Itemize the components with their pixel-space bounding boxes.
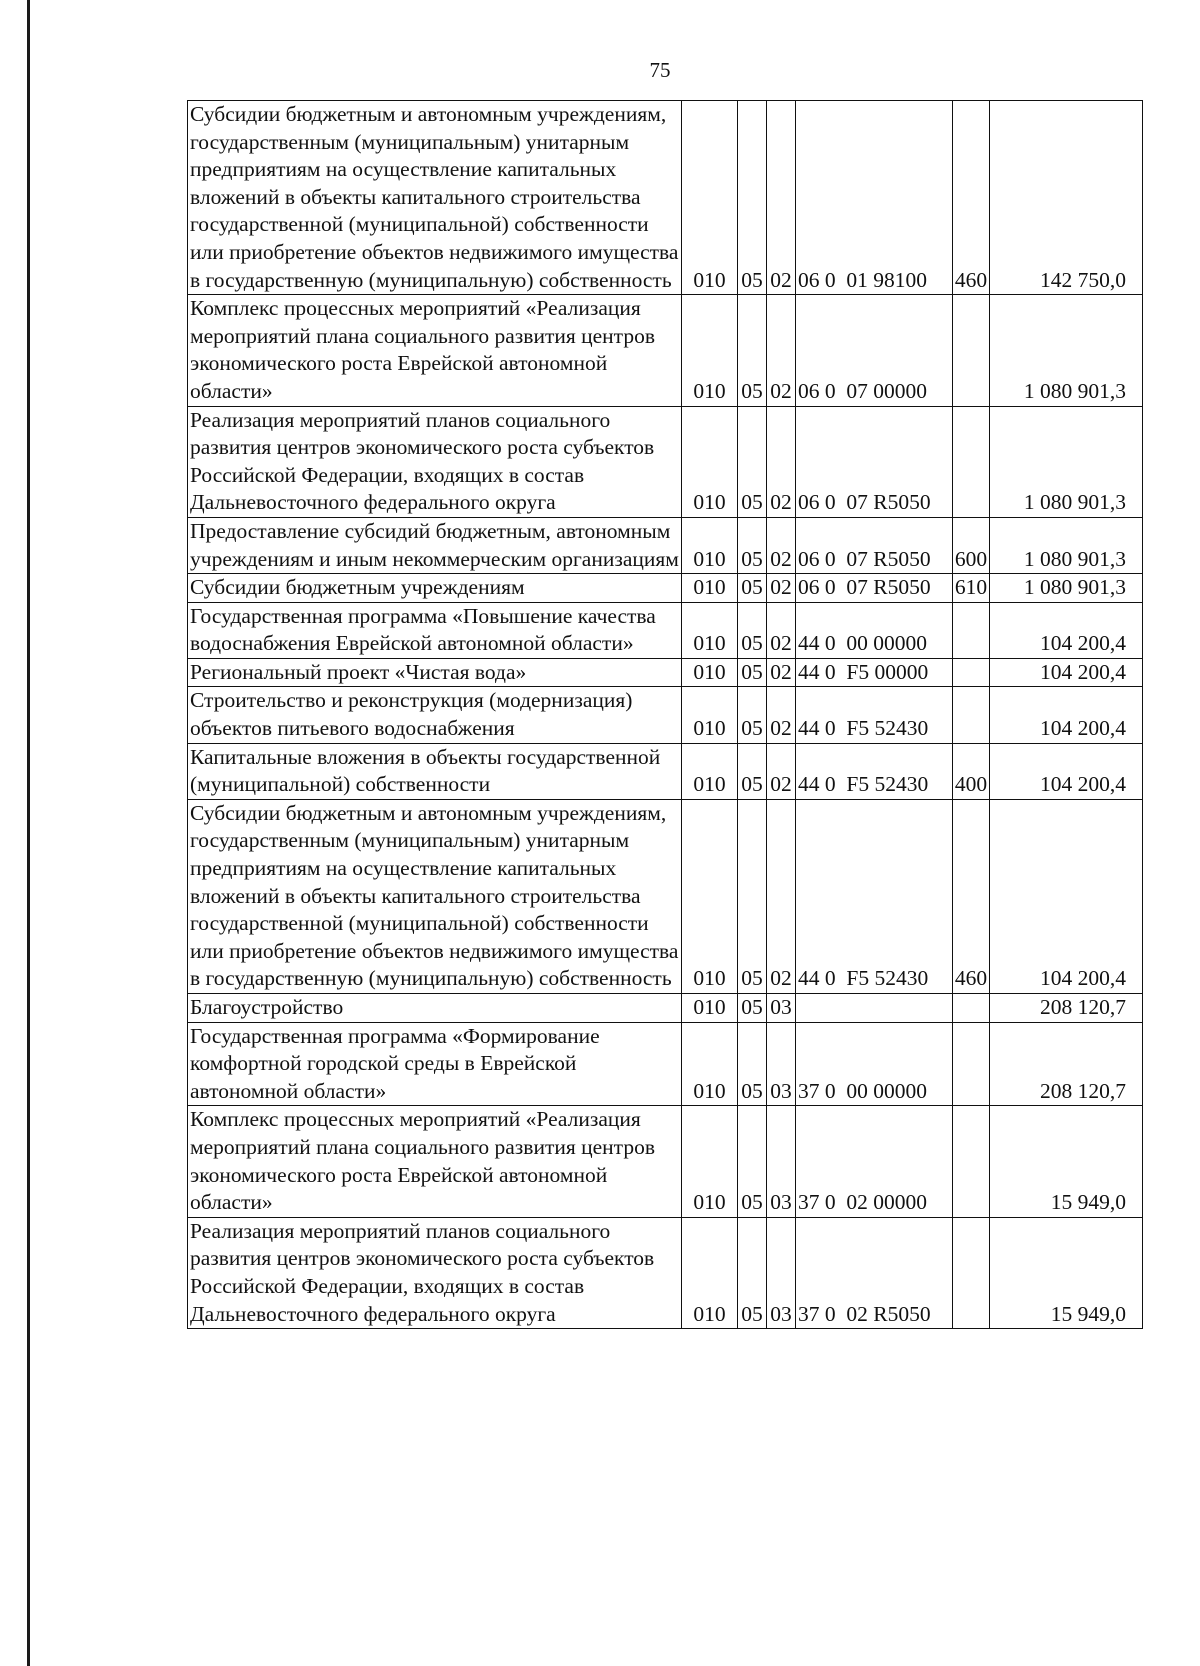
section-code-cell: 05 bbox=[738, 994, 767, 1023]
section-code-cell: 05 bbox=[738, 1022, 767, 1106]
item-name-cell: Реализация мероприятий планов социального развития центров экономического роста субъектов Российской Федерации, входящих в состав Дальневосточного федерального округа bbox=[188, 1217, 682, 1328]
section-code-cell: 05 bbox=[738, 799, 767, 993]
subsection-code-cell: 03 bbox=[767, 1022, 796, 1106]
table-row bbox=[188, 295, 1143, 406]
target-item-code-cell: 44 0 F5 52430 bbox=[796, 687, 953, 743]
expense-type-code-cell bbox=[953, 1106, 990, 1217]
target-item-code-cell bbox=[796, 994, 953, 1023]
table-row bbox=[188, 574, 1143, 603]
target-item-code-cell: 37 0 02 R5050 bbox=[796, 1217, 953, 1328]
grbs-code-cell: 010 bbox=[682, 602, 738, 658]
item-name-cell: Реализация мероприятий планов социального развития центров экономического роста субъектов Российской Федерации, входящих в состав Дальневосточного федерального округа bbox=[188, 406, 682, 517]
subsection-code-cell: 02 bbox=[767, 295, 796, 406]
target-item-code-cell: 06 0 07 R5050 bbox=[796, 406, 953, 517]
page-number: 75 bbox=[649, 58, 671, 82]
target-item-code-cell: 44 0 F5 52430 bbox=[796, 799, 953, 993]
expense-type-code-cell bbox=[953, 406, 990, 517]
amount-cell: 142 750,0 bbox=[990, 101, 1143, 295]
amount-cell: 104 200,4 bbox=[990, 602, 1143, 658]
table-row bbox=[188, 1022, 1143, 1106]
subsection-code-cell: 02 bbox=[767, 406, 796, 517]
expense-type-code-cell: 400 bbox=[953, 743, 990, 799]
expense-type-code-cell: 460 bbox=[953, 101, 990, 295]
item-name-cell: Комплекс процессных мероприятий «Реализация мероприятий плана социального развития центров экономического роста Еврейской автономной области» bbox=[188, 295, 682, 406]
item-name-cell: Субсидии бюджетным и автономным учреждениям, государственным (муниципальным) унитарным предприятиям на осуществление капитальных вложений в объекты капитального строительства государственной (муниципальной) собственности или приобретение объектов недвижимого имущества в государственную (муниципальную) собственность bbox=[188, 101, 682, 295]
item-name-cell: Благоустройство bbox=[188, 994, 682, 1023]
subsection-code-cell: 03 bbox=[767, 1217, 796, 1328]
expense-type-code-cell bbox=[953, 687, 990, 743]
target-item-code-cell: 06 0 07 00000 bbox=[796, 295, 953, 406]
scan-edge-line bbox=[27, 0, 30, 1666]
expense-type-code-cell bbox=[953, 658, 990, 687]
expense-type-code-cell: 460 bbox=[953, 799, 990, 993]
table-row bbox=[188, 1217, 1143, 1328]
target-item-code-cell: 37 0 02 00000 bbox=[796, 1106, 953, 1217]
section-code-cell: 05 bbox=[738, 295, 767, 406]
amount-cell: 15 949,0 bbox=[990, 1106, 1143, 1217]
grbs-code-cell: 010 bbox=[682, 101, 738, 295]
subsection-code-cell: 02 bbox=[767, 517, 796, 573]
table-row bbox=[188, 517, 1143, 573]
item-name-cell: Предоставление субсидий бюджетным, автономным учреждениям и иным некоммерческим организациям bbox=[188, 517, 682, 573]
grbs-code-cell: 010 bbox=[682, 687, 738, 743]
grbs-code-cell: 010 bbox=[682, 658, 738, 687]
table-row bbox=[188, 1106, 1143, 1217]
amount-cell: 104 200,4 bbox=[990, 687, 1143, 743]
section-code-cell: 05 bbox=[738, 658, 767, 687]
item-name-cell: Капитальные вложения в объекты государственной (муниципальной) собственности bbox=[188, 743, 682, 799]
section-code-cell: 05 bbox=[738, 406, 767, 517]
budget-table bbox=[187, 100, 1143, 1329]
expense-type-code-cell bbox=[953, 602, 990, 658]
amount-cell: 1 080 901,3 bbox=[990, 295, 1143, 406]
grbs-code-cell: 010 bbox=[682, 295, 738, 406]
grbs-code-cell: 010 bbox=[682, 1106, 738, 1217]
target-item-code-cell: 06 0 07 R5050 bbox=[796, 574, 953, 603]
subsection-code-cell: 02 bbox=[767, 574, 796, 603]
item-name-cell: Государственная программа «Повышение качества водоснабжения Еврейской автономной области» bbox=[188, 602, 682, 658]
table-row bbox=[188, 101, 1143, 295]
subsection-code-cell: 02 bbox=[767, 799, 796, 993]
grbs-code-cell: 010 bbox=[682, 1022, 738, 1106]
amount-cell: 104 200,4 bbox=[990, 658, 1143, 687]
grbs-code-cell: 010 bbox=[682, 1217, 738, 1328]
grbs-code-cell: 010 bbox=[682, 517, 738, 573]
section-code-cell: 05 bbox=[738, 602, 767, 658]
target-item-code-cell: 44 0 F5 52430 bbox=[796, 743, 953, 799]
table-row bbox=[188, 658, 1143, 687]
item-name-cell: Субсидии бюджетным учреждениям bbox=[188, 574, 682, 603]
item-name-cell: Государственная программа «Формирование комфортной городской среды в Еврейской автономной области» bbox=[188, 1022, 682, 1106]
expense-type-code-cell bbox=[953, 1217, 990, 1328]
expense-type-code-cell bbox=[953, 994, 990, 1023]
grbs-code-cell: 010 bbox=[682, 574, 738, 603]
target-item-code-cell: 06 0 01 98100 bbox=[796, 101, 953, 295]
subsection-code-cell: 02 bbox=[767, 687, 796, 743]
grbs-code-cell: 010 bbox=[682, 799, 738, 993]
section-code-cell: 05 bbox=[738, 1217, 767, 1328]
target-item-code-cell: 44 0 00 00000 bbox=[796, 602, 953, 658]
section-code-cell: 05 bbox=[738, 517, 767, 573]
table-row bbox=[188, 602, 1143, 658]
subsection-code-cell: 02 bbox=[767, 743, 796, 799]
amount-cell: 208 120,7 bbox=[990, 994, 1143, 1023]
grbs-code-cell: 010 bbox=[682, 743, 738, 799]
target-item-code-cell: 44 0 F5 00000 bbox=[796, 658, 953, 687]
section-code-cell: 05 bbox=[738, 1106, 767, 1217]
table-row bbox=[188, 994, 1143, 1023]
expense-type-code-cell: 600 bbox=[953, 517, 990, 573]
section-code-cell: 05 bbox=[738, 687, 767, 743]
amount-cell: 104 200,4 bbox=[990, 743, 1143, 799]
target-item-code-cell: 06 0 07 R5050 bbox=[796, 517, 953, 573]
budget-table-body bbox=[188, 101, 1143, 1329]
grbs-code-cell: 010 bbox=[682, 406, 738, 517]
subsection-code-cell: 03 bbox=[767, 994, 796, 1023]
subsection-code-cell: 02 bbox=[767, 101, 796, 295]
item-name-cell: Комплекс процессных мероприятий «Реализация мероприятий плана социального развития центров экономического роста Еврейской автономной области» bbox=[188, 1106, 682, 1217]
section-code-cell: 05 bbox=[738, 574, 767, 603]
expense-type-code-cell bbox=[953, 295, 990, 406]
target-item-code-cell: 37 0 00 00000 bbox=[796, 1022, 953, 1106]
amount-cell: 1 080 901,3 bbox=[990, 406, 1143, 517]
section-code-cell: 05 bbox=[738, 743, 767, 799]
expense-type-code-cell: 610 bbox=[953, 574, 990, 603]
table-row bbox=[188, 687, 1143, 743]
expense-type-code-cell bbox=[953, 1022, 990, 1106]
subsection-code-cell: 02 bbox=[767, 658, 796, 687]
amount-cell: 104 200,4 bbox=[990, 799, 1143, 993]
subsection-code-cell: 02 bbox=[767, 602, 796, 658]
table-row bbox=[188, 799, 1143, 993]
grbs-code-cell: 010 bbox=[682, 994, 738, 1023]
item-name-cell: Строительство и реконструкция (модернизация) объектов питьевого водоснабжения bbox=[188, 687, 682, 743]
amount-cell: 15 949,0 bbox=[990, 1217, 1143, 1328]
subsection-code-cell: 03 bbox=[767, 1106, 796, 1217]
amount-cell: 1 080 901,3 bbox=[990, 574, 1143, 603]
section-code-cell: 05 bbox=[738, 101, 767, 295]
table-row bbox=[188, 406, 1143, 517]
table-row bbox=[188, 743, 1143, 799]
item-name-cell: Региональный проект «Чистая вода» bbox=[188, 658, 682, 687]
amount-cell: 208 120,7 bbox=[990, 1022, 1143, 1106]
item-name-cell: Субсидии бюджетным и автономным учреждениям, государственным (муниципальным) унитарным предприятиям на осуществление капитальных вложений в объекты капитального строительства государственной (муниципальной) собственности или приобретение объектов недвижимого имущества в государственную (муниципальную) собственность bbox=[188, 799, 682, 993]
amount-cell: 1 080 901,3 bbox=[990, 517, 1143, 573]
